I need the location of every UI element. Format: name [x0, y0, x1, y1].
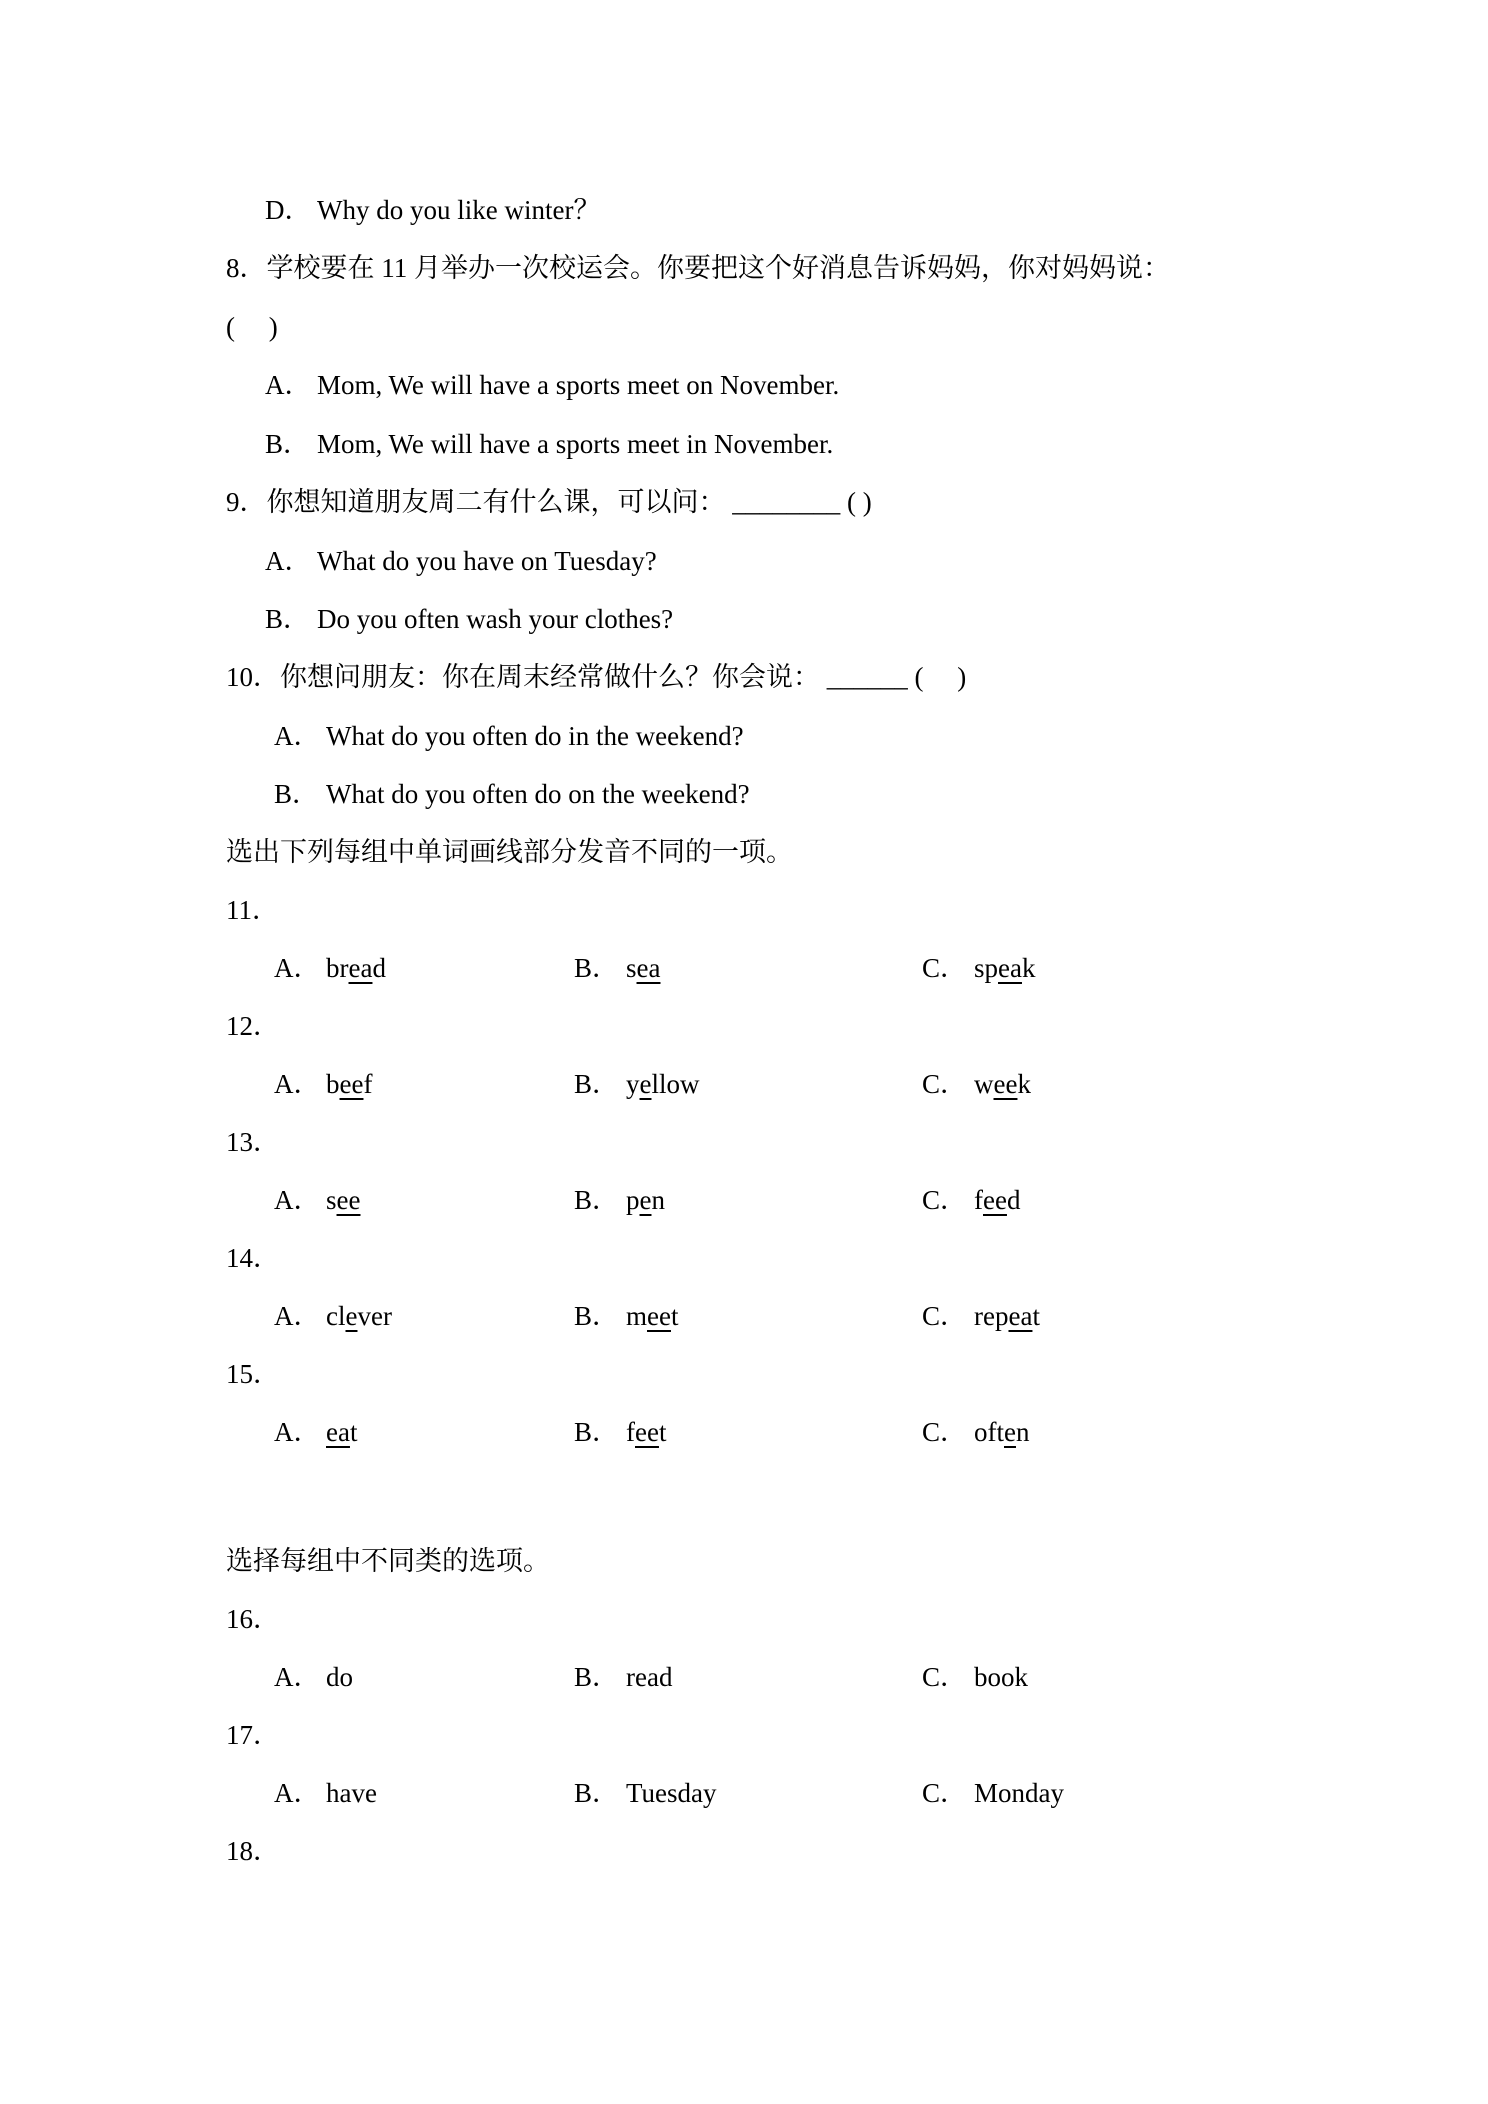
question-number: 8．	[226, 253, 267, 283]
option-a[interactable]	[274, 951, 386, 985]
option-label: B．	[574, 1778, 620, 1808]
option-label: A．	[274, 1301, 321, 1331]
option-word	[326, 953, 386, 983]
option-label: C．	[922, 1417, 968, 1447]
underlined-letters: ea	[636, 953, 661, 983]
option-a[interactable]	[274, 1183, 360, 1217]
option-b[interactable]	[574, 1183, 665, 1217]
underlined-letters: ea	[348, 953, 373, 983]
option-b[interactable]	[574, 1660, 672, 1694]
option-b[interactable]	[574, 1067, 700, 1101]
word-part: s	[326, 1185, 337, 1215]
option-b	[274, 777, 750, 811]
option-text: Why do you like winter？	[317, 195, 601, 225]
word-part: s	[626, 953, 637, 983]
option-word	[626, 1185, 665, 1215]
option-word	[626, 1417, 666, 1447]
option-a[interactable]	[274, 1299, 392, 1333]
answer-blank[interactable]: ______	[826, 662, 908, 692]
option-word	[974, 1417, 1029, 1447]
question-number: 9．	[226, 487, 267, 517]
option-c[interactable]	[922, 951, 1035, 985]
word-part: p	[626, 1185, 640, 1215]
option-label: C．	[922, 1069, 968, 1099]
word-part: n	[1015, 1417, 1030, 1447]
option-label: B．	[274, 779, 320, 809]
question-number: 17．	[226, 1720, 280, 1750]
option-c[interactable]	[922, 1776, 1064, 1810]
option-b	[265, 427, 833, 461]
option-word: do	[326, 1662, 353, 1692]
option-label: B．	[574, 1069, 620, 1099]
underlined-letters: ee	[339, 1069, 364, 1099]
word-part: d	[1006, 1185, 1021, 1215]
option-c[interactable]	[922, 1415, 1029, 1449]
question-9	[226, 485, 872, 519]
option-label: B．	[265, 429, 311, 459]
word-part: d	[372, 953, 386, 983]
word-part: f	[626, 1417, 635, 1447]
option-label: C．	[922, 953, 968, 983]
underlined-letters: ea	[1008, 1301, 1033, 1331]
underlined-letters: e	[345, 1301, 358, 1331]
word-part: oft	[974, 1417, 1004, 1447]
option-a[interactable]	[274, 1776, 377, 1810]
option-word: Tuesday	[626, 1778, 717, 1808]
option-label: B．	[265, 604, 311, 634]
option-word	[626, 1069, 700, 1099]
word-part: t	[658, 1417, 667, 1447]
answer-bracket[interactable]: ( )	[914, 662, 967, 692]
word-part: k	[1017, 1069, 1031, 1099]
option-label: C．	[922, 1301, 968, 1331]
question-10	[226, 660, 966, 694]
option-c[interactable]	[922, 1660, 1028, 1694]
option-label: D．	[265, 195, 312, 225]
word-part: t	[1032, 1301, 1040, 1331]
option-text: Do you often wash your clothes?	[317, 604, 674, 634]
answer-bracket[interactable]: ( )	[847, 487, 872, 517]
word-part: k	[1021, 953, 1036, 983]
option-label: A．	[274, 1778, 321, 1808]
question-number: 14．	[226, 1243, 280, 1273]
word-part: llow	[651, 1069, 700, 1099]
underlined-letters: ee	[983, 1185, 1007, 1215]
question-number: 12．	[226, 1011, 280, 1041]
word-part: f	[974, 1185, 983, 1215]
word-part: n	[651, 1185, 665, 1215]
option-b[interactable]	[574, 1299, 679, 1333]
question-number: 11．	[226, 895, 279, 925]
option-word	[626, 1301, 679, 1331]
option-word	[326, 1301, 392, 1331]
word-part: sp	[974, 953, 999, 983]
option-label: C．	[922, 1662, 968, 1692]
question-number: 13．	[226, 1127, 280, 1157]
question-8	[226, 251, 1170, 285]
option-c[interactable]	[922, 1183, 1020, 1217]
underlined-letters: e	[1004, 1417, 1016, 1447]
option-label: A．	[274, 1185, 321, 1215]
option-label: A．	[274, 1662, 321, 1692]
option-word	[326, 1417, 357, 1447]
underlined-letters: ee	[647, 1301, 671, 1331]
option-a[interactable]	[274, 1660, 353, 1694]
option-word	[974, 953, 1035, 983]
question-number: 10．	[226, 662, 280, 692]
answer-bracket[interactable]: ( )	[226, 312, 278, 342]
option-word	[626, 953, 660, 983]
question-number: 16．	[226, 1604, 280, 1634]
option-label: B．	[574, 1662, 620, 1692]
option-text: What do you often do in the weekend?	[326, 721, 744, 751]
option-label: C．	[922, 1185, 968, 1215]
option-label: B．	[574, 1185, 620, 1215]
option-label: A．	[265, 546, 312, 576]
option-a[interactable]	[274, 1415, 357, 1449]
option-label: A．	[274, 1069, 321, 1099]
word-part: t	[349, 1417, 358, 1447]
option-word	[974, 1301, 1040, 1331]
word-part: ver	[357, 1301, 392, 1331]
option-a[interactable]	[274, 1067, 372, 1101]
option-text: Mom, We will have a sports meet in November.	[317, 429, 834, 459]
option-c[interactable]	[922, 1067, 1031, 1101]
option-b	[265, 602, 673, 636]
option-label: B．	[574, 1301, 620, 1331]
word-part: m	[626, 1301, 648, 1331]
underlined-letters: ee	[993, 1069, 1018, 1099]
underlined-letters: ea	[326, 1417, 350, 1447]
option-a	[265, 368, 839, 402]
underlined-letters: ee	[336, 1185, 361, 1215]
word-part: rep	[974, 1301, 1009, 1331]
option-a	[274, 719, 744, 753]
option-word	[974, 1185, 1020, 1215]
section-instruction-pronunciation: 选出下列每组中单词画线部分发音不同的一项。	[226, 837, 793, 867]
option-word	[974, 1069, 1031, 1099]
option-label: B．	[574, 1417, 620, 1447]
option-b[interactable]	[574, 951, 660, 985]
option-word	[326, 1069, 372, 1099]
question-number: 18．	[226, 1836, 280, 1866]
option-text: Mom, We will have a sports meet on November.	[317, 370, 840, 400]
option-word: Monday	[974, 1778, 1064, 1808]
underlined-letters: ea	[998, 953, 1022, 983]
underlined-letters: e	[639, 1185, 652, 1215]
option-word	[326, 1185, 360, 1215]
option-b[interactable]	[574, 1776, 717, 1810]
option-label: A．	[274, 1417, 321, 1447]
option-c[interactable]	[922, 1299, 1040, 1333]
word-part: f	[363, 1069, 373, 1099]
question-prompt: 你想知道朋友周二有什么课，可以问：	[266, 487, 726, 517]
option-label: C．	[922, 1778, 968, 1808]
question-number: 15．	[226, 1359, 280, 1389]
word-part: b	[326, 1069, 340, 1099]
underlined-letters: e	[639, 1069, 652, 1099]
question-prompt: 你想问朋友：你在周末经常做什么？你会说：	[280, 662, 820, 692]
option-label: B．	[574, 953, 620, 983]
option-label: A．	[274, 721, 321, 751]
option-text: What do you have on Tuesday?	[317, 546, 657, 576]
underlined-letters: ee	[635, 1417, 659, 1447]
word-part: w	[974, 1069, 994, 1099]
option-label: A．	[265, 370, 312, 400]
option-b[interactable]	[574, 1415, 666, 1449]
word-part: y	[626, 1069, 640, 1099]
option-label: A．	[274, 953, 321, 983]
word-part: cl	[326, 1301, 346, 1331]
option-word: book	[974, 1662, 1028, 1692]
word-part: t	[670, 1301, 679, 1331]
section-instruction-category: 选择每组中不同类的选项。	[226, 1546, 550, 1576]
option-d	[265, 193, 600, 227]
option-word: read	[626, 1662, 673, 1692]
question-prompt: 学校要在 11 月举办一次校运会。你要把这个好消息告诉妈妈，你对妈妈说：	[266, 253, 1170, 283]
answer-blank[interactable]: ________	[732, 487, 841, 517]
option-a	[265, 544, 657, 578]
option-word: have	[326, 1778, 377, 1808]
option-text: What do you often do on the weekend?	[326, 779, 750, 809]
word-part: br	[326, 953, 349, 983]
